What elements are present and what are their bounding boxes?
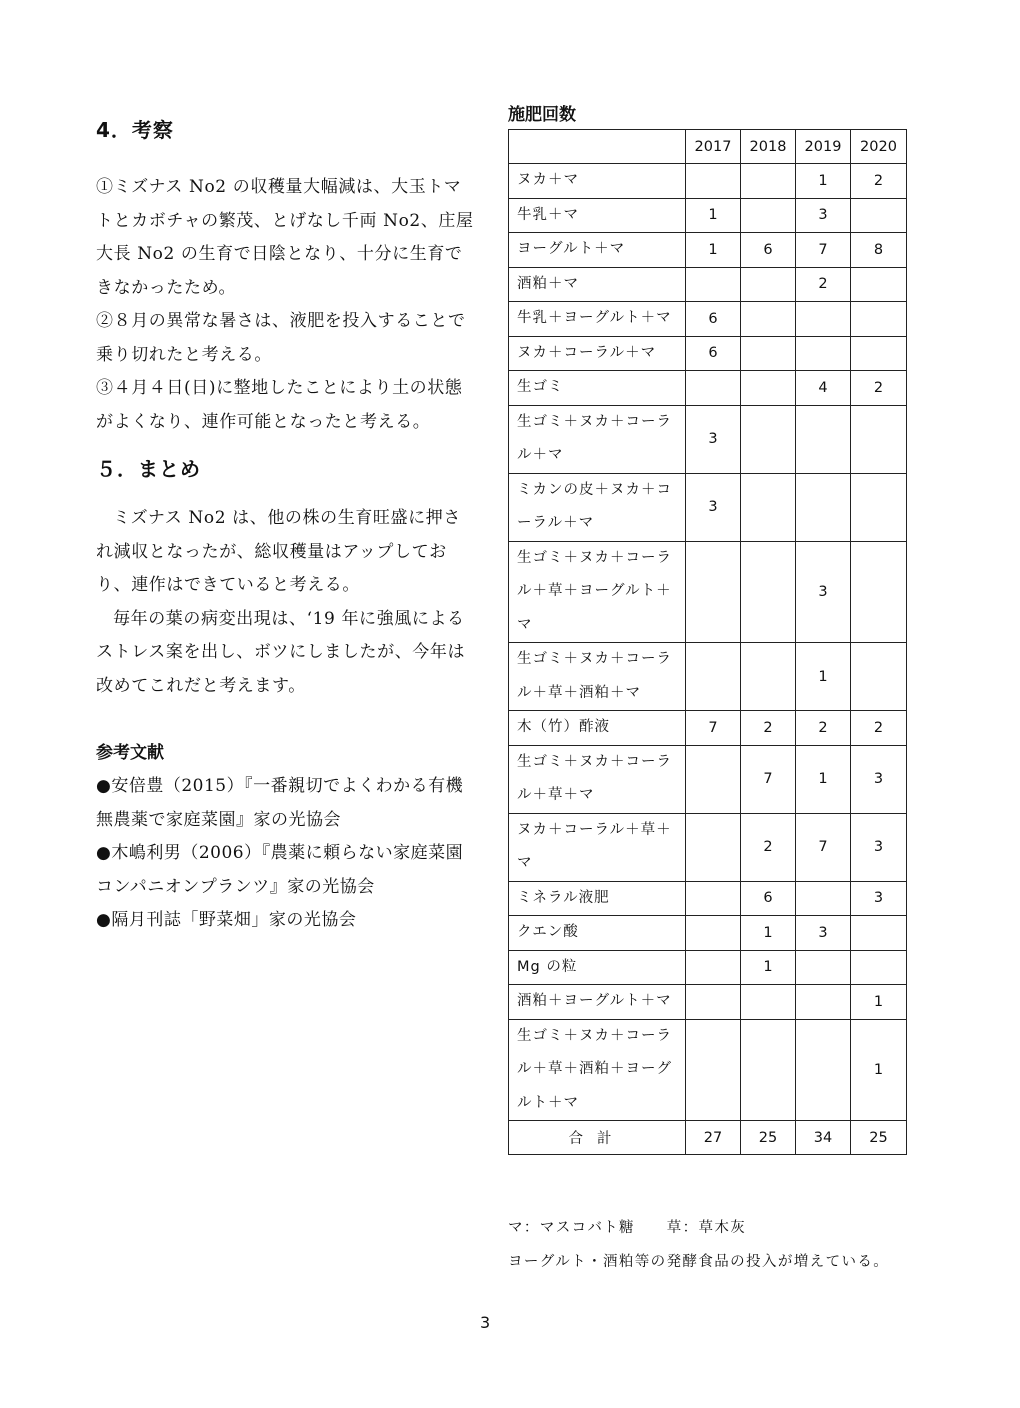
row-value — [686, 916, 741, 951]
row-label: ヨーグルト＋マ — [509, 233, 686, 268]
row-value — [686, 985, 741, 1020]
row-value — [686, 813, 741, 881]
row-value — [851, 302, 907, 337]
row-value: 3 — [851, 745, 907, 813]
row-label: クエン酸 — [509, 916, 686, 951]
section4-item-1: ①ミズナス No2 の収穫量大幅減は、大玉トマトとカボチャの繁茂、とげなし千両 No2、庄屋大長 No2 の生育で日陰となり、十分に生育できなかったため。 — [96, 177, 474, 298]
section5-paragraph-1: ミズナス No2 は、他の株の生育旺盛に押され減収となったが、総収穫量はアップしており、連作はできていると考える。 — [96, 508, 461, 595]
row-value — [796, 473, 851, 541]
row-label: 生ゴミ＋ヌカ＋コーラル＋草＋酒粕＋ヨーグルト＋マ — [509, 1019, 686, 1121]
row-label: 酒粕＋ヨーグルト＋マ — [509, 985, 686, 1020]
legend-note: マ：マスコバト糖 草：草木灰 — [508, 1220, 747, 1236]
row-value: 3 — [686, 405, 741, 473]
row-value — [741, 541, 796, 643]
header-year: 2020 — [851, 130, 907, 164]
table-row — [509, 881, 907, 916]
table-body — [509, 164, 907, 1121]
row-value — [741, 302, 796, 337]
references-heading: 参考文献 — [96, 743, 164, 763]
row-value — [796, 950, 851, 985]
row-label: 生ゴミ＋ヌカ＋コーラル＋草＋マ — [509, 745, 686, 813]
row-value — [851, 643, 907, 711]
row-value — [851, 473, 907, 541]
row-value — [686, 745, 741, 813]
row-value — [686, 643, 741, 711]
table-row — [509, 233, 907, 268]
fertilizer-table — [508, 129, 907, 1155]
row-value: 7 — [741, 745, 796, 813]
row-value — [741, 336, 796, 371]
row-value: 1 — [686, 198, 741, 233]
table-row — [509, 198, 907, 233]
row-value — [686, 881, 741, 916]
row-label: ヌカ＋コーラル＋草＋マ — [509, 813, 686, 881]
row-value — [851, 267, 907, 302]
row-value: 3 — [851, 881, 907, 916]
row-value — [796, 302, 851, 337]
row-value — [686, 1019, 741, 1121]
table-row — [509, 473, 907, 541]
row-value — [851, 950, 907, 985]
header-label-cell — [509, 130, 686, 164]
row-label: 生ゴミ — [509, 371, 686, 406]
table-row — [509, 950, 907, 985]
row-value: 6 — [686, 302, 741, 337]
reference-item-1: ●安倍豊（2015）『一番親切でよくわかる有機無農薬で家庭菜園』家の光協会 — [96, 776, 464, 830]
section4-heading: 4．考察 — [96, 118, 174, 142]
reference-item-2: ●木嶋利男（2006）『農薬に頼らない家庭菜園 コンパニオンプランツ』家の光協会 — [96, 843, 481, 897]
total-row — [509, 1121, 907, 1155]
row-value: 2 — [851, 371, 907, 406]
row-label: ミネラル液肥 — [509, 881, 686, 916]
reference-item-3: ●隔月刊誌「野菜畑」家の光協会 — [96, 910, 357, 930]
row-value: 3 — [796, 198, 851, 233]
row-value — [796, 881, 851, 916]
row-label: 牛乳＋マ — [509, 198, 686, 233]
table-row — [509, 916, 907, 951]
row-label: 牛乳＋ヨーグルト＋マ — [509, 302, 686, 337]
row-value — [741, 1019, 796, 1121]
row-value — [741, 371, 796, 406]
table-row — [509, 745, 907, 813]
row-value: 7 — [796, 813, 851, 881]
total-value: 25 — [851, 1121, 907, 1155]
row-value: 6 — [741, 881, 796, 916]
row-value: 4 — [796, 371, 851, 406]
table-row — [509, 302, 907, 337]
table-row — [509, 164, 907, 199]
row-value — [686, 950, 741, 985]
row-value — [796, 336, 851, 371]
total-label: 合計 — [509, 1121, 686, 1155]
row-label: 木（竹）酢液 — [509, 711, 686, 746]
row-value — [741, 198, 796, 233]
row-value — [686, 164, 741, 199]
table-row — [509, 405, 907, 473]
total-value: 27 — [686, 1121, 741, 1155]
row-label: 生ゴミ＋ヌカ＋コーラル＋草＋酒粕＋マ — [509, 643, 686, 711]
total-value: 34 — [796, 1121, 851, 1155]
row-value — [686, 371, 741, 406]
row-value: 1 — [851, 1019, 907, 1121]
page-number: 3 — [480, 1313, 491, 1332]
row-label: Mg の粒 — [509, 950, 686, 985]
header-year: 2017 — [686, 130, 741, 164]
row-value: 2 — [851, 711, 907, 746]
row-value — [796, 405, 851, 473]
comment-note: ヨーグルト・酒粕等の発酵食品の投入が増えている。 — [508, 1253, 890, 1270]
row-value: 3 — [686, 473, 741, 541]
row-value: 7 — [796, 233, 851, 268]
row-label: 酒粕＋マ — [509, 267, 686, 302]
row-value — [741, 164, 796, 199]
row-value — [851, 198, 907, 233]
row-value: 1 — [796, 164, 851, 199]
row-value: 3 — [851, 813, 907, 881]
row-value: 2 — [796, 711, 851, 746]
table-notes — [508, 1212, 898, 1279]
table-row — [509, 711, 907, 746]
table-title: 施肥回数 — [508, 105, 576, 125]
row-value — [686, 541, 741, 643]
row-value — [796, 985, 851, 1020]
row-value: 1 — [741, 950, 796, 985]
row-label: ヌカ＋コーラル＋マ — [509, 336, 686, 371]
row-value: 1 — [686, 233, 741, 268]
table-row — [509, 371, 907, 406]
row-value: 2 — [851, 164, 907, 199]
row-value — [741, 643, 796, 711]
row-value: 1 — [741, 916, 796, 951]
header-year: 2018 — [741, 130, 796, 164]
row-value: 2 — [741, 813, 796, 881]
section5-heading: ５．まとめ — [96, 457, 201, 481]
row-value: 3 — [796, 916, 851, 951]
table-row — [509, 1019, 907, 1121]
row-value: 7 — [686, 711, 741, 746]
row-value: 8 — [851, 233, 907, 268]
row-value — [851, 541, 907, 643]
left-column — [96, 112, 481, 938]
row-value: 6 — [741, 233, 796, 268]
table-row — [509, 643, 907, 711]
table-row — [509, 267, 907, 302]
row-value: 1 — [796, 745, 851, 813]
row-value — [796, 1019, 851, 1121]
row-value — [851, 916, 907, 951]
row-value: 6 — [686, 336, 741, 371]
row-value: 1 — [851, 985, 907, 1020]
row-label: 生ゴミ＋ヌカ＋コーラル＋草＋ヨーグルト＋マ — [509, 541, 686, 643]
row-value — [851, 336, 907, 371]
section5-paragraph-2: 毎年の葉の病変出現は、‘19 年に強風によるストレス案を出し、ボツにしましたが、今年は改めてこれだと考えます。 — [96, 608, 466, 696]
row-label: ヌカ＋マ — [509, 164, 686, 199]
header-year: 2019 — [796, 130, 851, 164]
section4-item-2: ②８月の異常な暑さは、液肥を投入することで乗り切れたと考える。 — [96, 311, 466, 365]
row-value — [741, 267, 796, 302]
row-value — [741, 985, 796, 1020]
row-value: 3 — [796, 541, 851, 643]
row-value — [741, 473, 796, 541]
table-row — [509, 336, 907, 371]
table-row — [509, 813, 907, 881]
table-header-row — [509, 130, 907, 164]
row-value: 2 — [796, 267, 851, 302]
section4-item-3: ③４月４日(日)に整地したことにより土の状態がよくなり、連作可能となったと考える。 — [96, 378, 463, 432]
row-label: 生ゴミ＋ヌカ＋コーラル＋マ — [509, 405, 686, 473]
table-row — [509, 985, 907, 1020]
row-value — [686, 267, 741, 302]
row-value — [741, 405, 796, 473]
row-value: 1 — [796, 643, 851, 711]
row-label: ミカンの皮＋ヌカ＋コーラル＋マ — [509, 473, 686, 541]
table-row — [509, 541, 907, 643]
row-value: 2 — [741, 711, 796, 746]
total-value: 25 — [741, 1121, 796, 1155]
row-value — [851, 405, 907, 473]
